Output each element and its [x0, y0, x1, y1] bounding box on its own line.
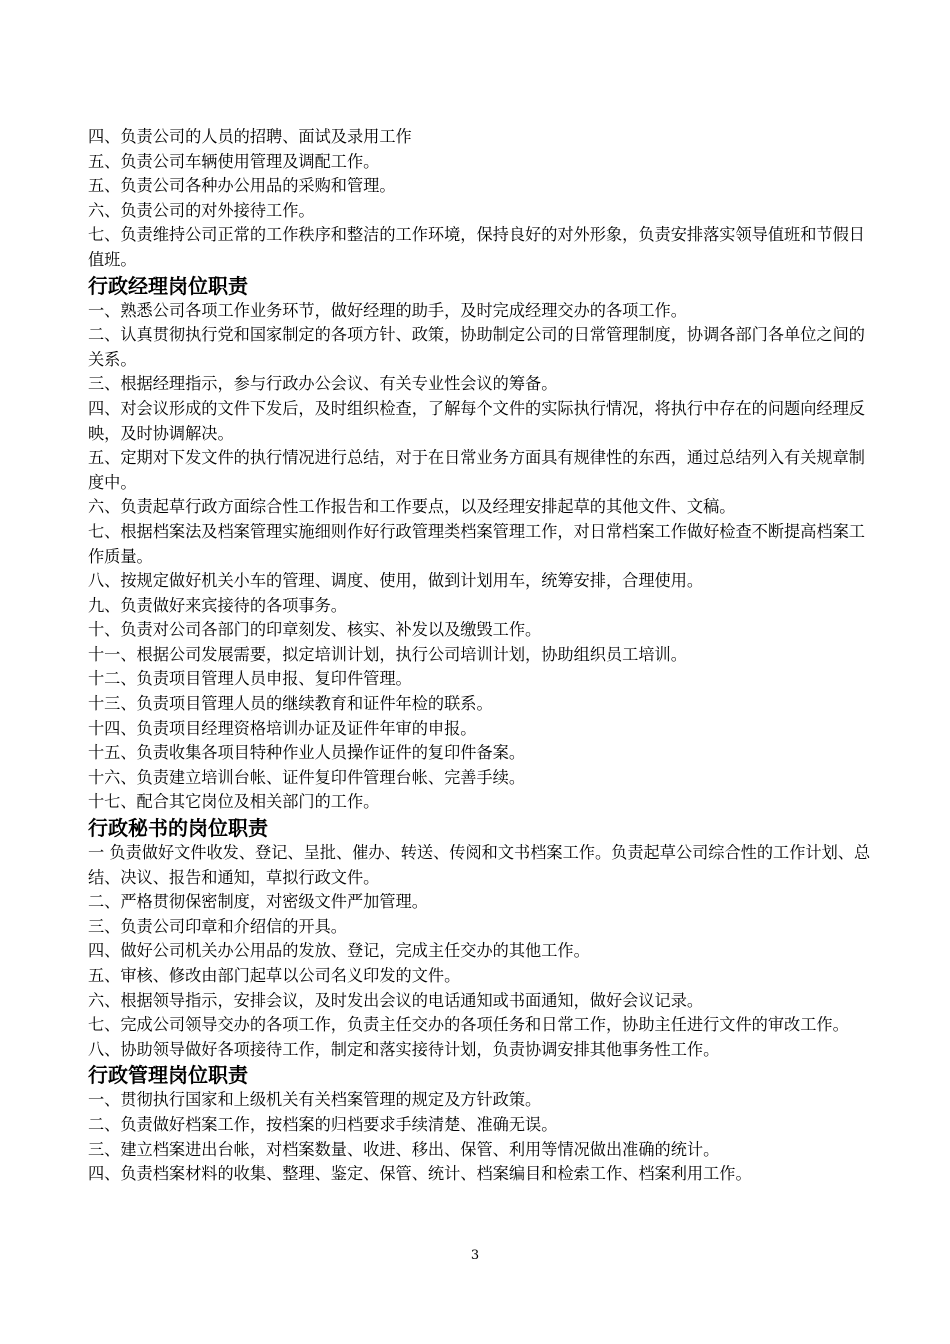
list-item: 五、定期对下发文件的执行情况进行总结，对于在日常业务方面具有规律性的东西，通过总结列入有关规章制度中。: [88, 448, 865, 492]
intro-list: [88, 125, 878, 273]
section-heading: 行政管理岗位职责: [88, 1063, 248, 1088]
list-item: 十三、负责项目管理人员的继续教育和证件年检的联系。: [88, 694, 493, 714]
section-heading: 行政秘书的岗位职责: [88, 816, 268, 841]
list-item: 十一、根据公司发展需要，拟定培训计划，执行公司培训计划，协助组织员工培训。: [88, 644, 687, 664]
list-item: 七、完成公司领导交办的各项工作，负责主任交办的各项任务和日常工作，协助主任进行文件的审改工作。: [88, 1015, 849, 1035]
list-item: 一、熟悉公司各项工作业务环节，做好经理的助手，及时完成经理交办的各项工作。: [88, 300, 687, 320]
list-item: 六、负责起草行政方面综合性工作报告和工作要点，以及经理安排起草的其他文件、文稿。: [88, 497, 736, 517]
list-item: 十六、负责建立培训台帐、证件复印件管理台帐、完善手续。: [88, 767, 526, 787]
section-admin-management: [88, 1062, 878, 1186]
list-item: 十五、负责收集各项目特种作业人员操作证件的复印件备案。: [88, 743, 526, 763]
page-number: 3: [470, 1248, 480, 1263]
list-item: 十二、负责项目管理人员申报、复印件管理。: [88, 669, 412, 689]
list-item: 三、负责公司印章和介绍信的开具。: [88, 916, 347, 936]
list-item: 十、负责对公司各部门的印章刻发、核实、补发以及缴毁工作。: [88, 620, 542, 640]
list-item: 五、负责公司车辆使用管理及调配工作。: [88, 151, 380, 171]
list-item: 五、审核、修改由部门起草以公司名义印发的文件。: [88, 966, 461, 985]
list-item: 四、做好公司机关办公用品的发放、登记，完成主任交办的其他工作。: [88, 941, 590, 961]
list-item: 四、对会议形成的文件下发后，及时组织检查，了解每个文件的实际执行情况，将执行中存在的问题向经理反映，及时协调解决。: [88, 398, 865, 443]
list-item: 三、根据经理指示，参与行政办公会议、有关专业性会议的筹备。: [88, 374, 558, 394]
section-admin-manager: [88, 273, 878, 815]
section-admin-secretary: [88, 815, 878, 1062]
list-item: 六、根据领导指示，安排会议，及时发出会议的电话通知或书面通知，做好会议记录。: [88, 990, 704, 1010]
list-item: 八、按规定做好机关小车的管理、调度、使用，做到计划用车，统筹安排，合理使用。: [88, 571, 704, 591]
list-item: 九、负责做好来宾接待的各项事务。: [88, 595, 347, 615]
list-item: 八、协助领导做好各项接待工作，制定和落实接待计划，负责协调安排其他事务性工作。: [88, 1039, 720, 1059]
document-body: [88, 125, 878, 1187]
list-item: 二、严格贯彻保密制度，对密级文件严加管理。: [88, 892, 428, 912]
list-item: 五、负责公司各种办公用品的采购和管理。: [88, 176, 396, 196]
list-item: 七、负责维持公司正常的工作秩序和整洁的工作环境，保持良好的对外形象，负责安排落实领导值班和节假日值班。: [88, 225, 865, 269]
list-item: 三、建立档案进出台帐，对档案数量、收进、移出、保管、利用等情况做出准确的统计。: [88, 1139, 720, 1159]
list-item: 十七、配合其它岗位及相关部门的工作。: [88, 792, 380, 812]
section-heading: 行政经理岗位职责: [88, 273, 248, 298]
list-item: 六、负责公司的对外接待工作。: [88, 200, 315, 220]
list-item: 一 负责做好文件收发、登记、呈批、催办、转送、传阅和文书档案工作。负责起草公司综合性的工作计划、总结、决议、报告和通知，草拟行政文件。: [88, 843, 871, 887]
list-item: 四、负责档案材料的收集、整理、鉴定、保管、统计、档案编目和检索工作、档案利用工作。: [88, 1164, 752, 1184]
list-item: 四、负责公司的人员的招聘、面试及录用工作: [88, 127, 412, 146]
list-item: 二、负责做好档案工作，按档案的归档要求手续清楚、准确无误。: [88, 1114, 558, 1134]
list-item: 七、根据档案法及档案管理实施细则作好行政管理类档案管理工作，对日常档案工作做好检查不断提高档案工作质量。: [88, 521, 865, 566]
list-item: 十四、负责项目经理资格培训办证及证件年审的申报。: [88, 718, 477, 738]
list-item: 一、贯彻执行国家和上级机关有关档案管理的规定及方针政策。: [88, 1090, 542, 1110]
list-item: 二、认真贯彻执行党和国家制定的各项方针、政策，协助制定公司的日常管理制度，协调各部门各单位之间的关系。: [88, 325, 865, 369]
